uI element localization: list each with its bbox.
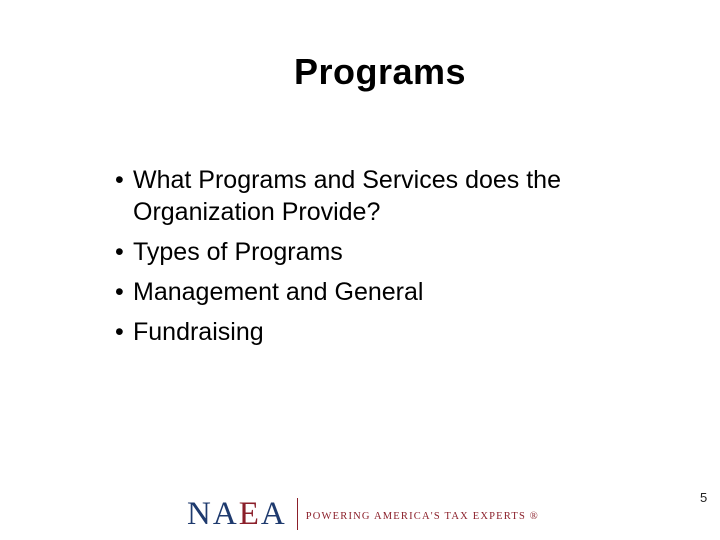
bullet-item xyxy=(112,276,672,308)
logo-letter: N xyxy=(187,496,213,532)
logo-letter: A xyxy=(212,496,239,532)
bullet-text-line: Fundraising xyxy=(133,318,264,346)
logo-letter-accent: E xyxy=(238,496,261,532)
logo-divider xyxy=(297,498,298,530)
bullet-glyph: • xyxy=(115,238,124,266)
bullet-text-line: Management and General xyxy=(133,278,424,306)
slide-title: Programs xyxy=(293,51,467,92)
page-number: 5 xyxy=(700,490,708,505)
naea-logo xyxy=(187,492,539,536)
bullet-list xyxy=(112,164,672,356)
bullet-glyph: • xyxy=(115,318,124,346)
logo-letter: A xyxy=(260,496,287,532)
logo-tagline: POWERING AMERICA'S TAX EXPERTS ® xyxy=(305,510,539,522)
bullet-text-line: Organization Provide? xyxy=(133,198,381,226)
bullet-item xyxy=(112,164,672,228)
bullet-text-line: Types of Programs xyxy=(133,238,343,266)
naea-wordmark xyxy=(187,494,287,534)
bullet-text-line: What Programs and Services does the xyxy=(133,166,561,194)
bullet-item xyxy=(112,236,672,268)
bullet-item xyxy=(112,316,672,348)
bullet-glyph: • xyxy=(115,166,124,194)
bullet-glyph: • xyxy=(115,278,124,306)
